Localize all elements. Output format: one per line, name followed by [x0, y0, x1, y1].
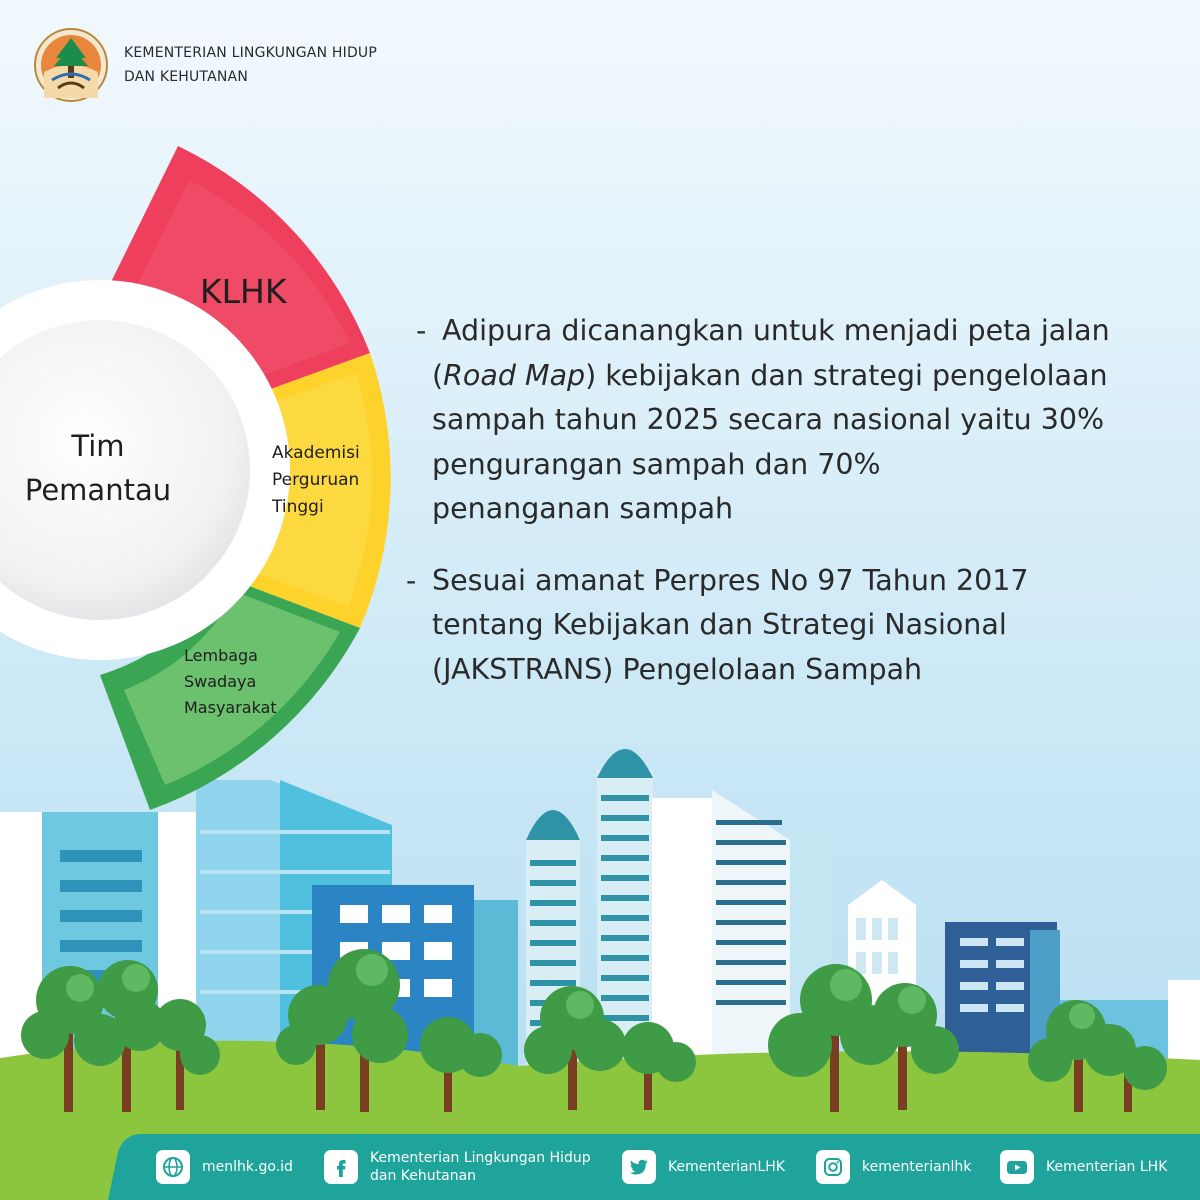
youtube-label: Kementerian LHK	[1046, 1159, 1168, 1175]
globe-icon	[156, 1150, 190, 1184]
segment-label-akademisi-line2: Perguruan	[272, 470, 360, 490]
agency-name-line1: KEMENTERIAN LINGKUNGAN HIDUP	[124, 45, 378, 61]
bullet-item-perpres	[406, 559, 1176, 693]
instagram-label: kementerianlhk	[862, 1159, 972, 1175]
bullet-line: tentang Kebijakan dan Strategi Nasional	[432, 608, 1007, 641]
bullet-line: Adipura dicanangkan untuk menjadi peta jalan	[442, 314, 1110, 347]
twitter-link[interactable]	[622, 1134, 785, 1200]
bullet-line: penanganan sampah	[432, 492, 734, 525]
segment-label-lsm-line1: Lembaga	[184, 646, 258, 665]
agency-name-line2: DAN KEHUTANAN	[124, 69, 248, 85]
bullet-dash: -	[406, 563, 417, 597]
bullet-line: sampah tahun 2025 secara nasional yaitu 30%	[432, 403, 1105, 436]
facebook-label	[370, 1149, 591, 1185]
segment-label-lsm-line3: Masyarakat	[184, 698, 277, 717]
facebook-label-line1: Kementerian Lingkungan Hidup	[370, 1150, 591, 1166]
twitter-label: KementerianLHK	[668, 1159, 785, 1175]
bullet-line-roadmap	[432, 354, 1176, 399]
youtube-link[interactable]	[1000, 1134, 1167, 1200]
bullet-dash: -	[416, 314, 427, 347]
facebook-label-line2: dan Kehutanan	[370, 1168, 477, 1184]
road-map-italic: Road Map	[443, 358, 586, 392]
instagram-icon	[816, 1150, 850, 1184]
klhk-tree-emblem-icon	[34, 28, 108, 102]
segment-label-akademisi-line3: Tinggi	[272, 497, 324, 517]
bullet-item-adipura	[406, 309, 1176, 532]
segment-label-akademisi	[272, 440, 360, 521]
facebook-icon	[324, 1150, 358, 1184]
bullet-line: Sesuai amanat Perpres No 97 Tahun 2017	[432, 563, 1029, 597]
segment-label-klhk-line: KLHK	[200, 272, 287, 311]
segment-label-klhk	[200, 272, 286, 311]
segment-label-lsm	[184, 643, 277, 721]
bullet-line: (JAKSTRANS) Pengelolaan Sampah	[432, 652, 923, 686]
facebook-link[interactable]	[324, 1134, 591, 1200]
bullet-list	[406, 309, 1176, 692]
center-label-line2: Pemantau	[24, 473, 172, 507]
agency-name	[124, 41, 377, 89]
segment-label-lsm-line2: Swadaya	[184, 672, 257, 691]
segment-label-akademisi-line1: Akademisi	[272, 443, 360, 463]
header	[34, 28, 377, 102]
twitter-icon	[622, 1150, 656, 1184]
website-link[interactable]	[156, 1134, 293, 1200]
bullet-line: pengurangan sampah dan 70%	[432, 447, 881, 481]
bullet-text: ) kebijakan dan strategi pengelolaan	[585, 358, 1108, 392]
youtube-icon	[1000, 1150, 1034, 1184]
instagram-link[interactable]	[816, 1134, 971, 1200]
website-label: menlhk.go.id	[202, 1159, 293, 1175]
bullet-text: (	[432, 358, 444, 392]
footer-social-bar	[0, 1134, 1200, 1200]
center-label-line1: Tim	[71, 429, 125, 463]
center-label	[0, 424, 196, 512]
